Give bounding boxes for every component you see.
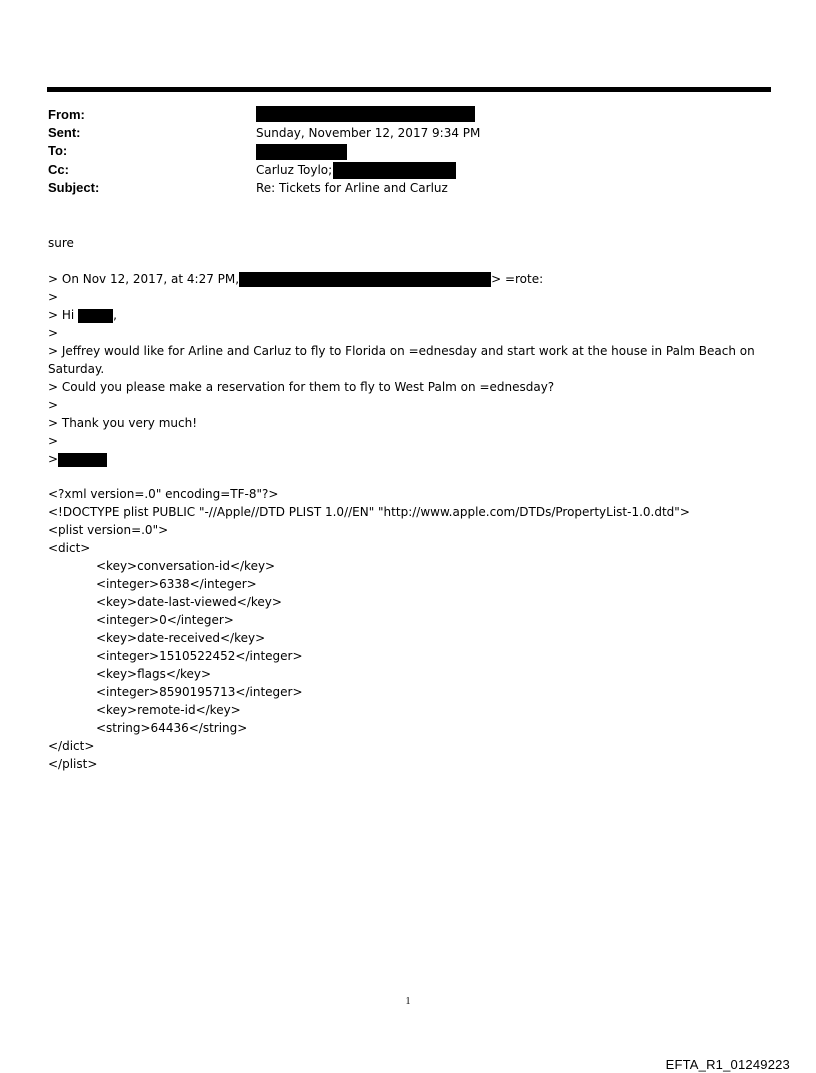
xml-declaration: <?xml version=.0" encoding=TF-8"?> [48, 487, 279, 501]
greeting-comma: , [113, 308, 117, 322]
document-id: EFTA_R1_01249223 [665, 1057, 790, 1072]
header-rule [47, 87, 771, 92]
quoted-date-text: > On Nov 12, 2017, at 4:27 PM, [48, 272, 240, 286]
quoted-wrote-text: > =rote: [491, 272, 544, 286]
sender-redaction [239, 272, 491, 287]
cc-label: Cc: [48, 162, 69, 177]
greeting-text: > Hi [48, 308, 75, 322]
sent-label: Sent: [48, 125, 81, 140]
plist-open: <plist version=.0"> [48, 523, 169, 537]
quoted-greeting [48, 306, 768, 324]
quoted-thanks: > Thank you very much! [48, 416, 198, 430]
quoted-signature [48, 450, 768, 468]
quoted-line-header [48, 270, 768, 288]
reply-text: sure [48, 236, 74, 250]
quoted-paragraph-travel: > Jeffrey would like for Arline and Carluz to fly to Florida on =ednesday and start work at the house in Palm Beach on Saturday. [48, 344, 755, 376]
to-label: To: [48, 143, 68, 158]
from-redaction [256, 106, 475, 122]
cc-value [256, 162, 332, 178]
from-label: From: [48, 107, 85, 122]
plist-value: <integer>6338</integer> [96, 577, 257, 591]
quoted-blank-line: > [48, 434, 59, 448]
plist-close: </plist> [48, 757, 98, 771]
quoted-blank-line: > [48, 290, 59, 304]
plist-value: <integer>0</integer> [96, 613, 234, 627]
subject-value: Re: Tickets for Arline and Carluz [256, 181, 448, 195]
dict-close: </dict> [48, 739, 95, 753]
sent-value: Sunday, November 12, 2017 9:34 PM [256, 126, 481, 140]
plist-value: <integer>1510522452</integer> [96, 649, 303, 663]
quoted-message [48, 270, 768, 468]
name-redaction [78, 309, 113, 323]
doctype-line: <!DOCTYPE plist PUBLIC "-//Apple//DTD PLIST 1.0//EN" "http://www.apple.com/DTDs/PropertyList-1.0.dtd"> [48, 505, 690, 519]
page-number: 1 [405, 996, 411, 1007]
cc-redaction [333, 162, 456, 179]
plist-key: <key>conversation-id</key> [96, 559, 276, 573]
signature-marker: > [48, 452, 59, 466]
quoted-blank-line: > [48, 398, 59, 412]
plist-key: <key>flags</key> [96, 667, 212, 681]
quoted-blank-line: > [48, 326, 59, 340]
to-redaction [256, 144, 347, 160]
quoted-paragraph-reservation: > Could you please make a reservation for them to fly to West Palm on =ednesday? [48, 380, 555, 394]
plist-key: <key>date-last-viewed</key> [96, 595, 282, 609]
subject-label: Subject: [48, 180, 100, 195]
cc-name: Carluz Toylo; [256, 163, 333, 177]
plist-value: <integer>8590195713</integer> [96, 685, 303, 699]
plist-key: <key>remote-id</key> [96, 703, 241, 717]
plist-value: <string>64436</string> [96, 721, 248, 735]
dict-open: <dict> [48, 541, 91, 555]
plist-key: <key>date-received</key> [96, 631, 266, 645]
signature-redaction [58, 453, 107, 467]
plist-block [48, 485, 768, 773]
